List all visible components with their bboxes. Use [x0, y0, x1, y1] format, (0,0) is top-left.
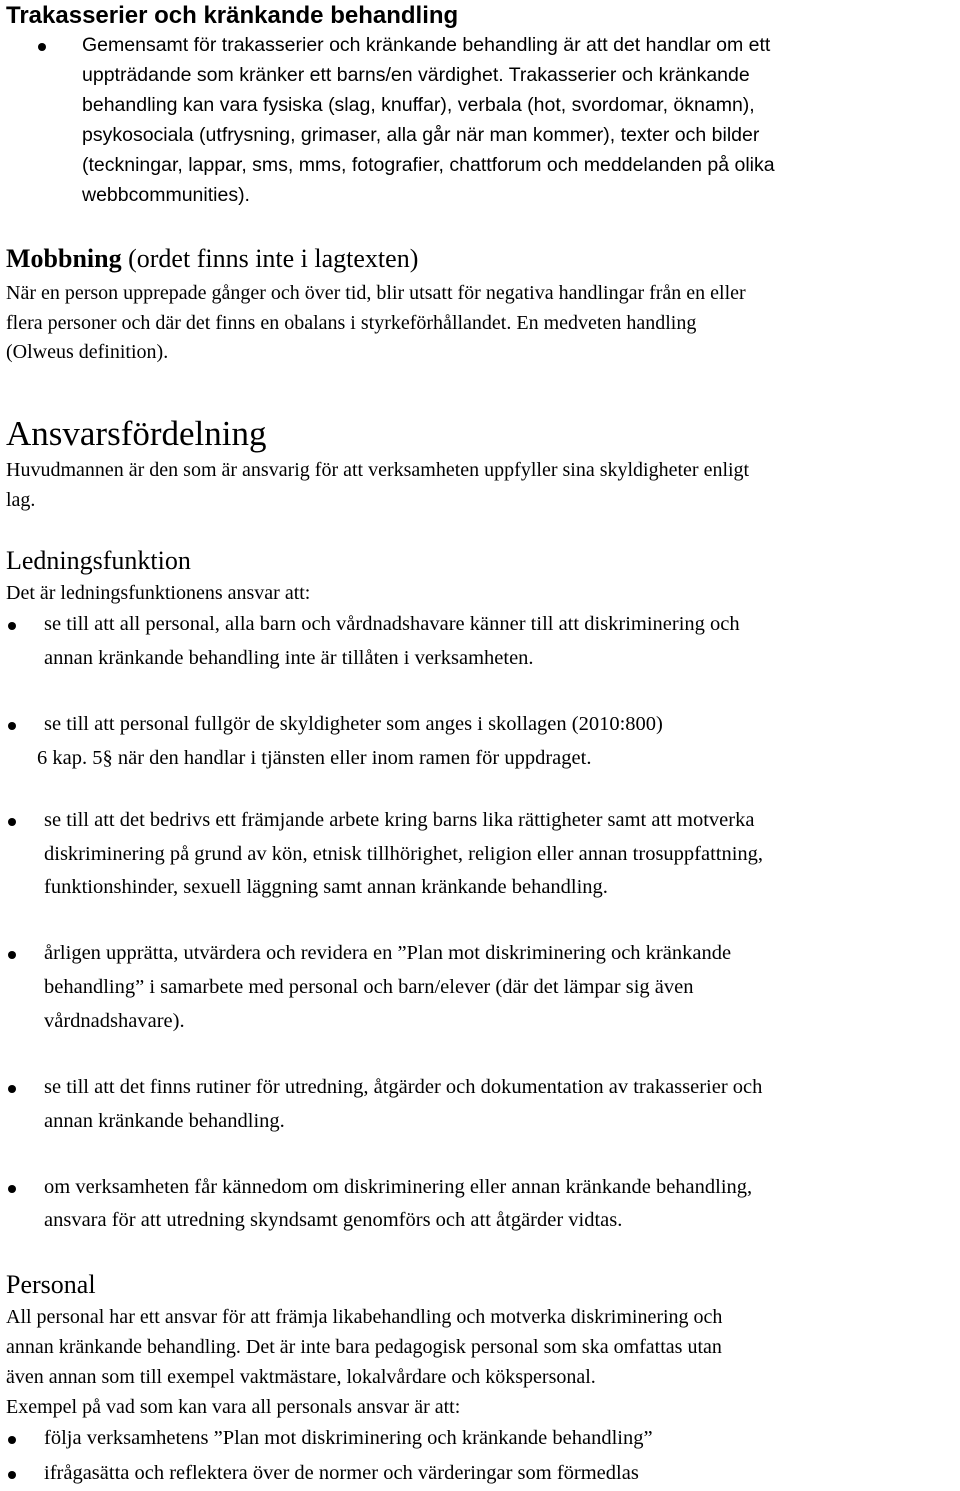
paragraph-line: All personal har ett ansvar för att främja likabehandling och motverka diskriminering och [6, 1306, 723, 1328]
paragraph-line: även annan som till exempel vaktmästare, lokalvårdare och kökspersonal. [6, 1366, 596, 1388]
paragraph-line: psykosociala (utfrysning, grimaser, alla går när man kommer), texter och bilder [82, 124, 760, 146]
list-item-line: ifrågasätta och reflektera över de normer och värderingar som förmedlas [44, 1462, 639, 1484]
paragraph-line: Det är ledningsfunktionens ansvar att: [6, 582, 311, 604]
paragraph-line: Huvudmannen är den som är ansvarig för att verksamheten uppfyller sina skyldigheter enligt [6, 459, 750, 481]
paragraph-line: webbcommunities). [82, 184, 250, 206]
list-item-line: vårdnadshavare). [44, 1010, 185, 1032]
list-item-line: om verksamheten får kännedom om diskriminering eller annan kränkande behandling, [44, 1176, 753, 1198]
list-item-line: se till att all personal, alla barn och vårdnadshavare känner till att diskriminering och [44, 613, 740, 635]
title-bold: Mobbning [6, 244, 122, 273]
section-title-ledningsfunktion: Ledningsfunktion [6, 546, 191, 575]
list-item-line: se till att personal fullgör de skyldigheter som anges i skollagen (2010:800) [44, 713, 663, 735]
list-item-line: behandling” i samarbete med personal och barn/elever (där det lämpar sig även [44, 976, 694, 998]
paragraph-line: Exempel på vad som kan vara all personals ansvar är att: [6, 1396, 461, 1418]
list-item-line: ansvara för att utredning skyndsamt genomförs och att åtgärder vidtas. [44, 1209, 623, 1231]
paragraph-line: lag. [6, 489, 36, 511]
section-title-ansvarsfordelning: Ansvarsfördelning [6, 414, 267, 453]
list-item-line: annan kränkande behandling. [44, 1110, 285, 1132]
bullet-icon [8, 722, 16, 730]
list-item-line: se till att det bedrivs ett främjande arbete kring barns lika rättigheter samt att motverka [44, 809, 755, 831]
list-item-line: följa verksamhetens ”Plan mot diskriminering och kränkande behandling” [44, 1427, 653, 1449]
paragraph-line: (teckningar, lappar, sms, mms, fotografier, chattforum och meddelanden på olika [82, 154, 775, 176]
paragraph-line: annan kränkande behandling. Det är inte bara pedagogisk personal som ska omfattas utan [6, 1336, 722, 1358]
section-title-mobbning [6, 244, 418, 274]
list-item-line: se till att det finns rutiner för utredning, åtgärder och dokumentation av trakasserier och [44, 1076, 763, 1098]
list-item-line: årligen upprätta, utvärdera och revidera en ”Plan mot diskriminering och kränkande [44, 942, 732, 964]
paragraph-line: När en person upprepade gånger och över tid, blir utsatt för negativa handlingar från en eller [6, 282, 746, 304]
bullet-icon [8, 622, 16, 630]
bullet-icon [8, 1085, 16, 1093]
title-rest: (ordet finns inte i lagtexten) [128, 244, 419, 273]
paragraph-line: flera personer och där det finns en obalans i styrkeförhållandet. En medveten handling [6, 312, 697, 334]
section-title-personal: Personal [6, 1270, 96, 1299]
list-item-line: 6 kap. 5§ när den handlar i tjänsten eller inom ramen för uppdraget. [37, 747, 592, 769]
section-title-trakasserier: Trakasserier och kränkande behandling [6, 2, 459, 29]
bullet-icon [8, 818, 16, 826]
paragraph-line: Gemensamt för trakasserier och kränkande behandling är att det handlar om ett [82, 34, 771, 56]
paragraph-line: (Olweus definition). [6, 341, 169, 363]
list-item-line: annan kränkande behandling inte är tillåten i verksamheten. [44, 647, 534, 669]
paragraph-line: behandling kan vara fysiska (slag, knuffar), verbala (hot, svordomar, öknamn), [82, 94, 755, 116]
list-item-line: funktionshinder, sexuell läggning samt annan kränkande behandling. [44, 876, 608, 898]
bullet-icon [8, 1436, 16, 1444]
paragraph-line: uppträdande som kränker ett barns/en värdighet. Trakasserier och kränkande [82, 64, 750, 86]
bullet-icon [8, 1185, 16, 1193]
bullet-icon [8, 1471, 16, 1479]
bullet-icon [8, 951, 16, 959]
bullet-icon [38, 43, 46, 51]
list-item-line: diskriminering på grund av kön, etnisk tillhörighet, religion eller annan trosuppfattning, [44, 843, 764, 865]
